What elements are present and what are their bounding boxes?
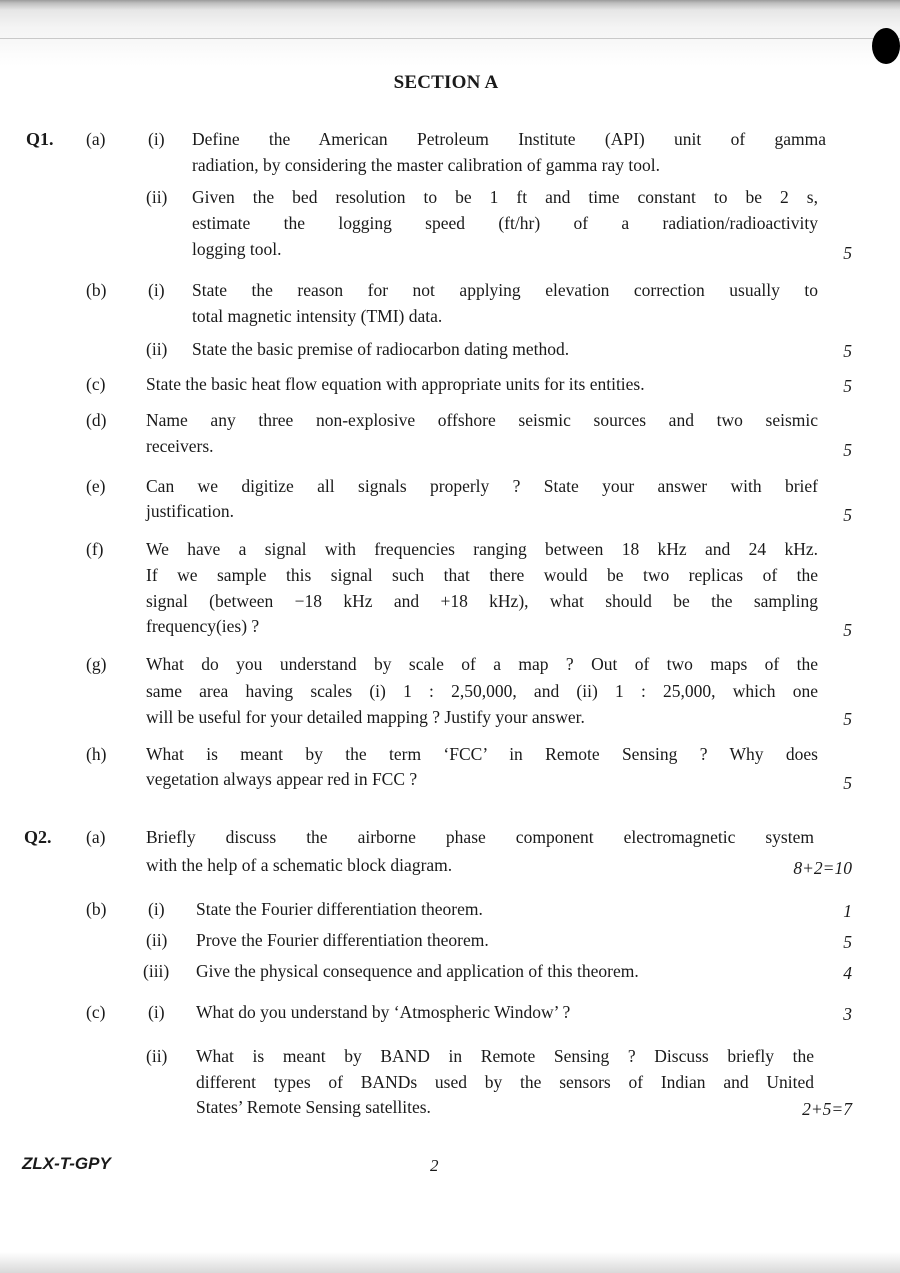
scan-shadow-top — [0, 0, 900, 66]
part-label: (g) — [86, 654, 107, 674]
paper-code: ZLX-T-GPY — [22, 1154, 111, 1173]
question-text-line: What do you understand by scale of a map ? Out of two maps of the — [146, 654, 818, 674]
question-text-line: with the help of a schematic block diagram. — [146, 855, 453, 875]
question-number: Q1. — [26, 129, 54, 149]
page-number: 2 — [430, 1156, 439, 1175]
marks: 5 — [843, 376, 852, 396]
question-text-line: signal (between −18 kHz and +18 kHz), what should be the sampling — [146, 591, 818, 611]
part-label: (f) — [86, 539, 104, 559]
part-label: (a) — [86, 129, 106, 149]
marks: 5 — [843, 341, 852, 361]
question-text-line: States’ Remote Sensing satellites. — [196, 1097, 431, 1117]
subpart-label: (iii) — [143, 961, 170, 981]
question-text-line: We have a signal with frequencies ranging between 18 kHz and 24 kHz. — [146, 539, 818, 559]
marks: 5 — [843, 709, 852, 729]
marks: 5 — [843, 505, 852, 525]
question-text-line: frequency(ies) ? — [146, 616, 260, 636]
question-text-line: Can we digitize all signals properly ? State your answer with brief — [146, 476, 818, 496]
part-label: (b) — [86, 280, 107, 300]
question-text-line: State the reason for not applying elevation correction usually to — [192, 280, 818, 300]
question-text-line: Define the American Petroleum Institute (API) unit of gamma — [192, 129, 826, 149]
subpart-label: (ii) — [146, 1046, 168, 1066]
question-text-line: estimate the logging speed (ft/hr) of a radiation/radioactivity — [192, 213, 818, 233]
question-text-line: State the basic heat flow equation with appropriate units for its entities. — [146, 374, 645, 394]
question-text-line: receivers. — [146, 436, 214, 456]
punch-hole-mark — [872, 28, 900, 64]
question-text-line: radiation, by considering the master calibration of gamma ray tool. — [192, 155, 660, 175]
question-text-line: What is meant by BAND in Remote Sensing ? Discuss briefly the — [196, 1046, 814, 1066]
subpart-label: (i) — [148, 899, 165, 919]
subpart-label: (ii) — [146, 930, 168, 950]
question-text-line: same area having scales (i) 1 : 2,50,000, and (ii) 1 : 25,000, which one — [146, 681, 818, 701]
part-label: (d) — [86, 410, 107, 430]
scan-shadow-bottom — [0, 1252, 900, 1273]
marks: 5 — [843, 440, 852, 460]
marks: 5 — [843, 773, 852, 793]
part-label: (e) — [86, 476, 106, 496]
part-label: (b) — [86, 899, 107, 919]
question-text-line: Briefly discuss the airborne phase component electromagnetic system — [146, 827, 814, 847]
subpart-label: (ii) — [146, 339, 168, 359]
question-text-line: What is meant by the term ‘FCC’ in Remote Sensing ? Why does — [146, 744, 818, 764]
section-title: SECTION A — [393, 72, 499, 93]
question-text-line: Name any three non-explosive offshore seismic sources and two seismic — [146, 410, 818, 430]
marks: 2+5=7 — [802, 1099, 852, 1119]
part-label: (c) — [86, 1002, 106, 1022]
marks: 5 — [843, 932, 852, 952]
subpart-label: (i) — [148, 280, 165, 300]
question-text-line: Prove the Fourier differentiation theorem. — [196, 930, 489, 950]
marks: 5 — [843, 243, 852, 263]
subpart-label: (i) — [148, 1002, 165, 1022]
marks: 8+2=10 — [793, 858, 852, 878]
marks: 5 — [843, 620, 852, 640]
part-label: (h) — [86, 744, 107, 764]
question-text-line: State the basic premise of radiocarbon dating method. — [192, 339, 570, 359]
question-text-line: vegetation always appear red in FCC ? — [146, 769, 418, 789]
subpart-label: (ii) — [146, 187, 168, 207]
part-label: (a) — [86, 827, 106, 847]
part-label: (c) — [86, 374, 106, 394]
question-text-line: justification. — [146, 501, 234, 521]
question-text-line: different types of BANDs used by the sensors of Indian and United — [196, 1072, 814, 1092]
question-text-line: State the Fourier differentiation theorem. — [196, 899, 483, 919]
marks: 4 — [843, 963, 852, 983]
subpart-label: (i) — [148, 129, 165, 149]
question-text-line: will be useful for your detailed mapping ? Justify your answer. — [146, 707, 585, 727]
question-text-line: logging tool. — [192, 239, 282, 259]
marks: 1 — [843, 901, 852, 921]
question-text-line: If we sample this signal such that there would be two replicas of the — [146, 565, 818, 585]
marks: 3 — [843, 1004, 852, 1024]
question-number: Q2. — [24, 827, 52, 847]
question-text-line: Given the bed resolution to be 1 ft and time constant to be 2 s, — [192, 187, 818, 207]
question-text-line: total magnetic intensity (TMI) data. — [192, 306, 443, 326]
question-text-line: Give the physical consequence and application of this theorem. — [196, 961, 639, 981]
question-text-line: What do you understand by ‘Atmospheric Window’ ? — [196, 1002, 571, 1022]
